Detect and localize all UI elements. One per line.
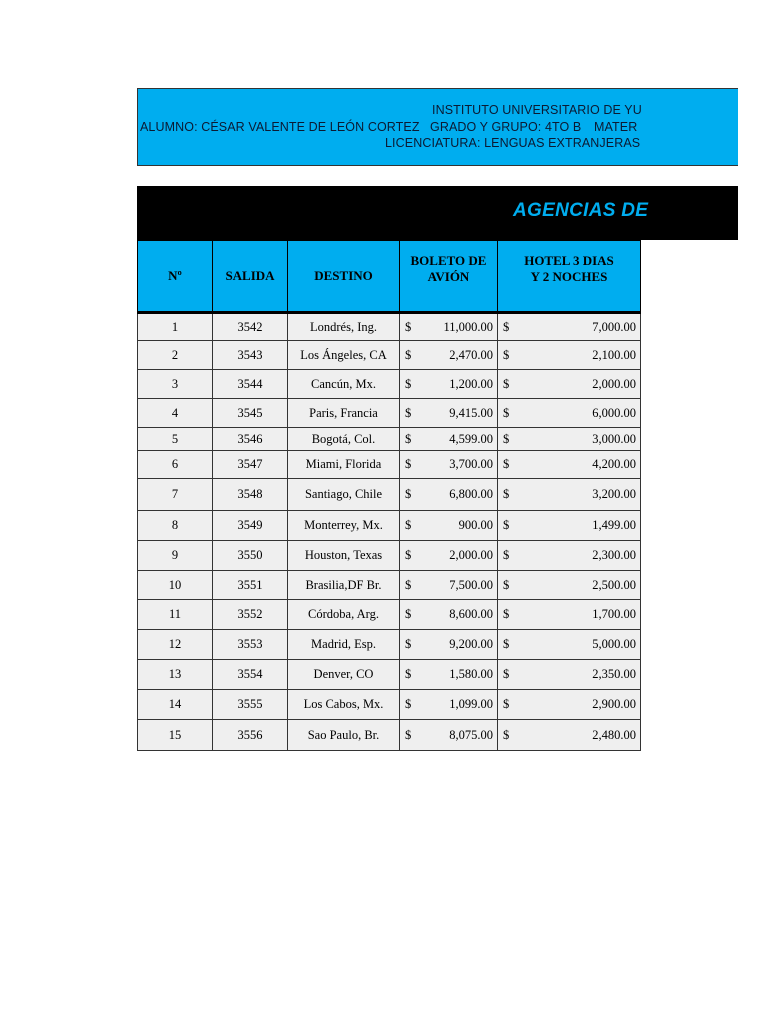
row-hotel (498, 451, 641, 479)
degree-label: LICENCIATURA: LENGUAS EXTRANJERAS (385, 136, 641, 150)
table-row (138, 690, 641, 720)
row-salida: 3550 (213, 541, 288, 571)
row-hotel (498, 660, 641, 690)
row-number: 15 (138, 720, 213, 751)
row-number: 1 (138, 313, 213, 341)
currency-symbol: $ (503, 376, 510, 391)
row-number: 12 (138, 630, 213, 660)
row-hotel (498, 720, 641, 751)
amount-value: 9,415.00 (449, 405, 493, 420)
currency-symbol: $ (503, 607, 510, 621)
table-header-row (138, 241, 641, 313)
row-salida: 3543 (213, 341, 288, 370)
row-salida: 3545 (213, 399, 288, 428)
header-num: Nº (138, 241, 213, 313)
table-row (138, 660, 641, 690)
row-hotel (498, 511, 641, 541)
amount-value: 900.00 (458, 518, 493, 532)
header-boleto (400, 241, 498, 313)
row-boleto (400, 630, 498, 660)
agencias-table (137, 240, 641, 751)
header-info-box (137, 88, 738, 166)
row-salida: 3553 (213, 630, 288, 660)
currency-symbol: $ (405, 518, 412, 532)
row-boleto (400, 428, 498, 451)
amount-value: 11,000.00 (443, 319, 493, 334)
row-boleto (400, 660, 498, 690)
amount-value: 2,500.00 (592, 577, 636, 592)
title-banner (137, 186, 738, 240)
currency-symbol: $ (405, 697, 412, 711)
row-destino: Londrés, Ing. (288, 313, 400, 341)
table-row (138, 720, 641, 751)
currency-symbol: $ (503, 457, 510, 471)
header-boleto-line2: AVIÓN (427, 269, 470, 284)
row-salida: 3556 (213, 720, 288, 751)
amount-value: 2,000.00 (449, 548, 493, 562)
amount-value: 6,000.00 (592, 405, 636, 420)
row-hotel (498, 600, 641, 630)
row-salida: 3542 (213, 313, 288, 341)
row-salida: 3555 (213, 690, 288, 720)
amount-value: 3,000.00 (592, 431, 636, 446)
row-boleto (400, 511, 498, 541)
amount-value: 2,480.00 (592, 727, 636, 742)
amount-value: 2,100.00 (592, 347, 636, 362)
row-destino: Sao Paulo, Br. (288, 720, 400, 751)
row-boleto (400, 720, 498, 751)
table-row (138, 630, 641, 660)
currency-symbol: $ (405, 457, 412, 471)
row-boleto (400, 571, 498, 600)
currency-symbol: $ (405, 431, 412, 446)
row-destino: Los Ángeles, CA (288, 341, 400, 370)
row-destino: Bogotá, Col. (288, 428, 400, 451)
header-hotel-line2: Y 2 NOCHES (530, 269, 608, 284)
row-destino: Paris, Francia (288, 399, 400, 428)
row-number: 3 (138, 370, 213, 399)
row-destino: Los Cabos, Mx. (288, 690, 400, 720)
row-salida: 3547 (213, 451, 288, 479)
amount-value: 8,075.00 (449, 727, 493, 742)
header-boleto-line1: BOLETO DE (410, 253, 487, 268)
row-destino: Miami, Florida (288, 451, 400, 479)
currency-symbol: $ (405, 487, 412, 501)
row-boleto (400, 479, 498, 511)
amount-value: 2,350.00 (592, 667, 636, 681)
student-name: ALUMNO: CÉSAR VALENTE DE LEÓN CORTEZ (140, 120, 420, 134)
table-body (138, 313, 641, 751)
header-hotel (498, 241, 641, 313)
row-boleto (400, 690, 498, 720)
currency-symbol: $ (405, 607, 412, 621)
row-destino: Córdoba, Arg. (288, 600, 400, 630)
table-row (138, 600, 641, 630)
row-boleto (400, 370, 498, 399)
row-boleto (400, 600, 498, 630)
currency-symbol: $ (405, 376, 412, 391)
table-row (138, 341, 641, 370)
header-destino: DESTINO (288, 241, 400, 313)
row-number: 5 (138, 428, 213, 451)
row-hotel (498, 399, 641, 428)
row-number: 6 (138, 451, 213, 479)
amount-value: 9,200.00 (449, 637, 493, 651)
row-destino: Madrid, Esp. (288, 630, 400, 660)
row-salida: 3554 (213, 660, 288, 690)
amount-value: 5,000.00 (592, 637, 636, 651)
amount-value: 6,800.00 (449, 487, 493, 501)
header-salida: SALIDA (213, 241, 288, 313)
row-hotel (498, 571, 641, 600)
row-hotel (498, 313, 641, 341)
row-number: 10 (138, 571, 213, 600)
institute-name: INSTITUTO UNIVERSITARIO DE YU (432, 103, 642, 117)
currency-symbol: $ (405, 727, 412, 742)
amount-value: 4,200.00 (592, 457, 636, 471)
amount-value: 1,099.00 (449, 697, 493, 711)
amount-value: 4,599.00 (449, 431, 493, 446)
row-number: 9 (138, 541, 213, 571)
row-number: 8 (138, 511, 213, 541)
row-destino: Monterrey, Mx. (288, 511, 400, 541)
table-row (138, 511, 641, 541)
currency-symbol: $ (503, 667, 510, 681)
amount-value: 1,580.00 (449, 667, 493, 681)
currency-symbol: $ (405, 319, 412, 334)
row-destino: Houston, Texas (288, 541, 400, 571)
amount-value: 2,300.00 (592, 548, 636, 562)
row-boleto (400, 313, 498, 341)
table-row (138, 313, 641, 341)
row-salida: 3548 (213, 479, 288, 511)
amount-value: 2,900.00 (592, 697, 636, 711)
row-number: 7 (138, 479, 213, 511)
currency-symbol: $ (405, 637, 412, 651)
amount-value: 1,700.00 (592, 607, 636, 621)
row-boleto (400, 451, 498, 479)
banner-title: AGENCIAS DE (513, 200, 649, 221)
currency-symbol: $ (503, 697, 510, 711)
amount-value: 2,470.00 (449, 347, 493, 362)
row-destino: Cancún, Mx. (288, 370, 400, 399)
amount-value: 3,700.00 (449, 457, 493, 471)
amount-value: 2,000.00 (592, 376, 636, 391)
amount-value: 1,499.00 (592, 518, 636, 532)
currency-symbol: $ (405, 405, 412, 420)
currency-symbol: $ (503, 487, 510, 501)
currency-symbol: $ (405, 347, 412, 362)
table-row (138, 479, 641, 511)
currency-symbol: $ (503, 548, 510, 562)
row-boleto (400, 541, 498, 571)
row-hotel (498, 630, 641, 660)
table-row (138, 428, 641, 451)
amount-value: 8,600.00 (449, 607, 493, 621)
row-hotel (498, 541, 641, 571)
currency-symbol: $ (503, 577, 510, 592)
table-row (138, 370, 641, 399)
amount-value: 1,200.00 (449, 376, 493, 391)
currency-symbol: $ (405, 548, 412, 562)
row-number: 14 (138, 690, 213, 720)
currency-symbol: $ (503, 518, 510, 532)
row-salida: 3544 (213, 370, 288, 399)
currency-symbol: $ (503, 637, 510, 651)
table-row (138, 571, 641, 600)
table-row (138, 399, 641, 428)
currency-symbol: $ (503, 727, 510, 742)
row-number: 4 (138, 399, 213, 428)
row-boleto (400, 341, 498, 370)
row-salida: 3549 (213, 511, 288, 541)
table-row (138, 541, 641, 571)
currency-symbol: $ (405, 577, 412, 592)
row-salida: 3546 (213, 428, 288, 451)
amount-value: 7,000.00 (592, 319, 636, 334)
row-number: 11 (138, 600, 213, 630)
row-hotel (498, 690, 641, 720)
amount-value: 7,500.00 (449, 577, 493, 592)
row-hotel (498, 428, 641, 451)
row-number: 2 (138, 341, 213, 370)
row-salida: 3552 (213, 600, 288, 630)
row-number: 13 (138, 660, 213, 690)
row-hotel (498, 479, 641, 511)
row-boleto (400, 399, 498, 428)
currency-symbol: $ (503, 347, 510, 362)
row-salida: 3551 (213, 571, 288, 600)
currency-symbol: $ (503, 319, 510, 334)
row-hotel (498, 341, 641, 370)
currency-symbol: $ (405, 667, 412, 681)
row-hotel (498, 370, 641, 399)
row-destino: Santiago, Chile (288, 479, 400, 511)
currency-symbol: $ (503, 431, 510, 446)
row-destino: Denver, CO (288, 660, 400, 690)
row-destino: Brasilia,DF Br. (288, 571, 400, 600)
table-row (138, 451, 641, 479)
header-hotel-line1: HOTEL 3 DIAS (524, 253, 614, 268)
currency-symbol: $ (503, 405, 510, 420)
group-label: GRADO Y GRUPO: 4TO B (430, 120, 582, 134)
amount-value: 3,200.00 (592, 487, 636, 501)
subject-label: MATER (594, 120, 638, 134)
